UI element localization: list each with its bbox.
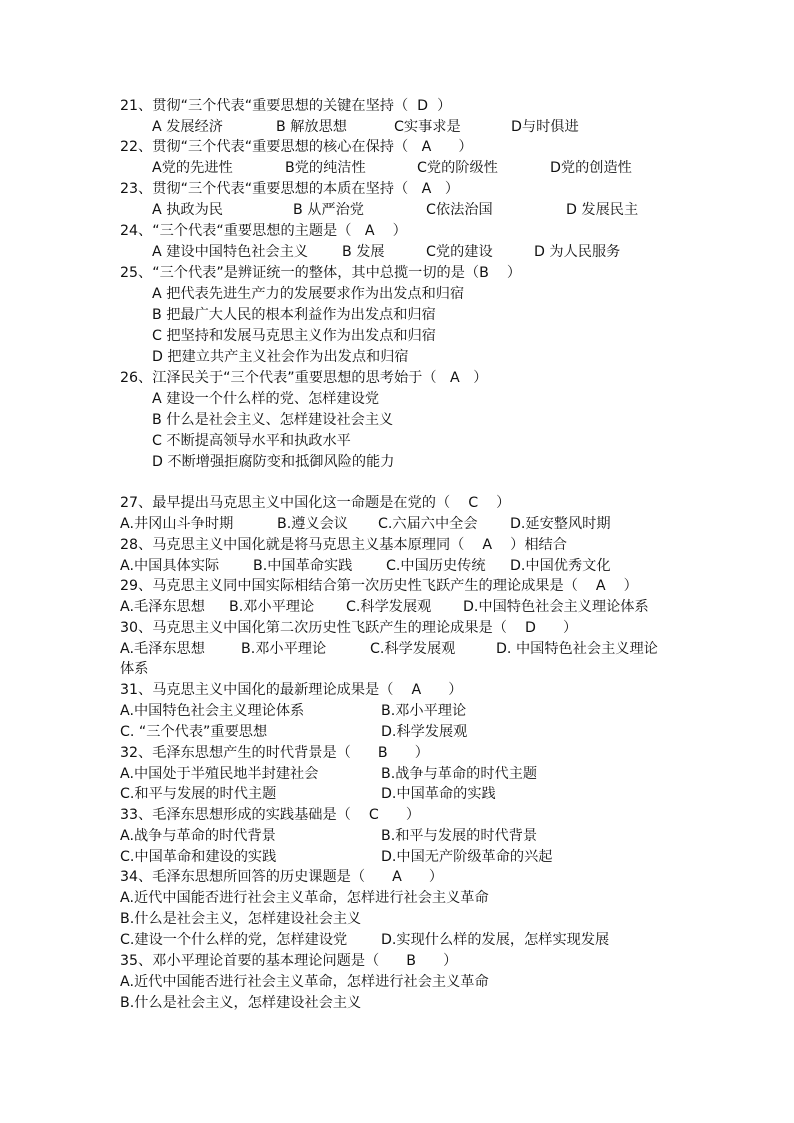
question-24-option-b: B 发展 [342, 244, 385, 260]
question-34-option-d: D.实现什么样的发展，怎样实现发展 [381, 932, 610, 948]
question-26-option-b: B 什么是社会主义、怎样建设社会主义 [152, 412, 394, 428]
question-31-option-d: D.科学发展观 [381, 724, 468, 740]
question-24-stem: 24、“三个代表“重要思想的主题是（ A ） [120, 223, 407, 239]
question-30-option-b: B.邓小平理论 [241, 641, 327, 657]
question-33-option-b: B.和平与发展的时代背景 [381, 828, 538, 844]
question-30-stem: 30、马克思主义中国化第二次历史性飞跃产生的理论成果是（ D ） [120, 620, 578, 636]
question-21-option-c: C实事求是 [394, 119, 461, 135]
question-33-stem: 33、毛泽东思想形成的实践基础是（ C ） [120, 807, 421, 823]
question-24-option-c: C党的建设 [426, 244, 493, 260]
question-28-option-a: A.中国具体实际 [120, 558, 220, 574]
question-30-option-c: C.科学发展观 [370, 641, 456, 657]
question-26-option-c: C 不断提高领导水平和执政水平 [152, 433, 351, 449]
question-21-option-a: A 发展经济 [152, 119, 223, 135]
question-23-option-b: B 从严治党 [293, 202, 364, 218]
question-24-option-d: D 为人民服务 [534, 244, 621, 260]
question-22-stem: 22、贯彻“三个代表“重要思想的核心在保持（ A ） [120, 139, 473, 155]
question-34-option-c: C.建设一个什么样的党，怎样建设党 [120, 932, 348, 948]
question-27-option-c: C.六届六中全会 [378, 516, 478, 532]
question-22-option-a: A党的先进性 [152, 160, 233, 176]
question-26-stem: 26、江泽民关于“三个代表”重要思想的思考始于（ A ） [120, 370, 488, 386]
question-32-stem: 32、毛泽东思想产生的时代背景是（ B ） [120, 745, 429, 761]
question-31-option-a: A.中国特色社会主义理论体系 [120, 703, 305, 719]
question-34-option-a: A.近代中国能否进行社会主义革命，怎样进行社会主义革命 [120, 890, 489, 906]
question-27-option-b: B.遵义会议 [277, 516, 348, 532]
question-22-option-c: C党的阶级性 [417, 160, 498, 176]
question-25-option-c: C 把坚持和发展马克思主义作为出发点和归宿 [152, 328, 436, 344]
question-33-option-a: A.战争与革命的时代背景 [120, 828, 276, 844]
question-23-option-c: C依法治国 [426, 202, 493, 218]
question-33-option-d: D.中国无产阶级革命的兴起 [381, 849, 553, 865]
question-29-option-a: A.毛泽东思想 [120, 599, 205, 615]
question-28-option-d: D.中国优秀文化 [510, 558, 611, 574]
question-30-option-a: A.毛泽东思想 [120, 641, 205, 657]
question-21-option-d: D与时俱进 [511, 119, 579, 135]
question-31-option-c: C. “三个代表”重要思想 [120, 724, 268, 740]
question-28-stem: 28、马克思主义中国化就是将马克思主义基本原理同（ A ）相结合 [120, 537, 567, 553]
question-26-option-a: A 建设一个什么样的党、怎样建设党 [152, 391, 380, 407]
question-30-option-d-continued: 体系 [120, 661, 149, 677]
question-32-option-d: D.中国革命的实践 [381, 786, 496, 802]
question-31-stem: 31、马克思主义中国化的最新理论成果是（ A ） [120, 682, 463, 698]
question-23-option-d: D 发展民主 [566, 202, 639, 218]
question-21-option-b: B 解放思想 [276, 119, 347, 135]
question-29-option-d: D.中国特色社会主义理论体系 [463, 599, 649, 615]
question-29-stem: 29、马克思主义同中国实际相结合第一次历史性飞跃产生的理论成果是（ A ） [120, 578, 638, 594]
question-28-option-c: C.中国历史传统 [386, 558, 486, 574]
question-35-option-a: A.近代中国能否进行社会主义革命，怎样进行社会主义革命 [120, 974, 489, 990]
question-25-stem: 25、“三个代表”是辨证统一的整体，其中总揽一切的是（B ） [120, 265, 522, 281]
question-25-option-b: B 把最广大人民的根本利益作为出发点和归宿 [152, 307, 436, 323]
question-22-option-d: D党的创造性 [550, 160, 632, 176]
question-23-stem: 23、贯彻“三个代表“重要思想的本质在坚持（ A ） [120, 181, 460, 197]
question-29-option-c: C.科学发展观 [346, 599, 432, 615]
question-25-option-d: D 把建立共产主义社会作为出发点和归宿 [152, 349, 409, 365]
question-34-option-b: B.什么是社会主义，怎样建设社会主义 [120, 911, 362, 927]
question-33-option-c: C.中国革命和建设的实践 [120, 849, 277, 865]
question-29-option-b: B.邓小平理论 [229, 599, 315, 615]
question-32-option-b: B.战争与革命的时代主题 [381, 766, 538, 782]
question-22-option-b: B党的纯洁性 [285, 160, 366, 176]
question-35-option-b: B.什么是社会主义，怎样建设社会主义 [120, 995, 362, 1011]
question-24-option-a: A 建设中国特色社会主义 [152, 244, 309, 260]
question-27-stem: 27、最早提出马克思主义中国化这一命题是在党的（ C ） [120, 495, 511, 511]
question-28-option-b: B.中国革命实践 [253, 558, 353, 574]
question-35-stem: 35、邓小平理论首要的基本理论问题是（ B ） [120, 953, 458, 969]
question-26-option-d: D 不断增强拒腐防变和抵御风险的能力 [152, 454, 395, 470]
question-31-option-b: B.邓小平理论 [381, 703, 467, 719]
question-30-option-d: D. 中国特色社会主义理论 [496, 641, 658, 657]
question-23-option-a: A 执政为民 [152, 202, 223, 218]
question-27-option-a: A.井冈山斗争时期 [120, 516, 234, 532]
question-32-option-c: C.和平与发展的时代主题 [120, 786, 277, 802]
question-25-option-a: A 把代表先进生产力的发展要求作为出发点和归宿 [152, 286, 465, 302]
question-21-stem: 21、贯彻“三个代表“重要思想的关键在坚持（ D ） [120, 98, 452, 114]
question-34-stem: 34、毛泽东思想所回答的历史课题是（ A ） [120, 869, 444, 885]
question-27-option-d: D.延安整风时期 [510, 516, 611, 532]
question-32-option-a: A.中国处于半殖民地半封建社会 [120, 766, 319, 782]
